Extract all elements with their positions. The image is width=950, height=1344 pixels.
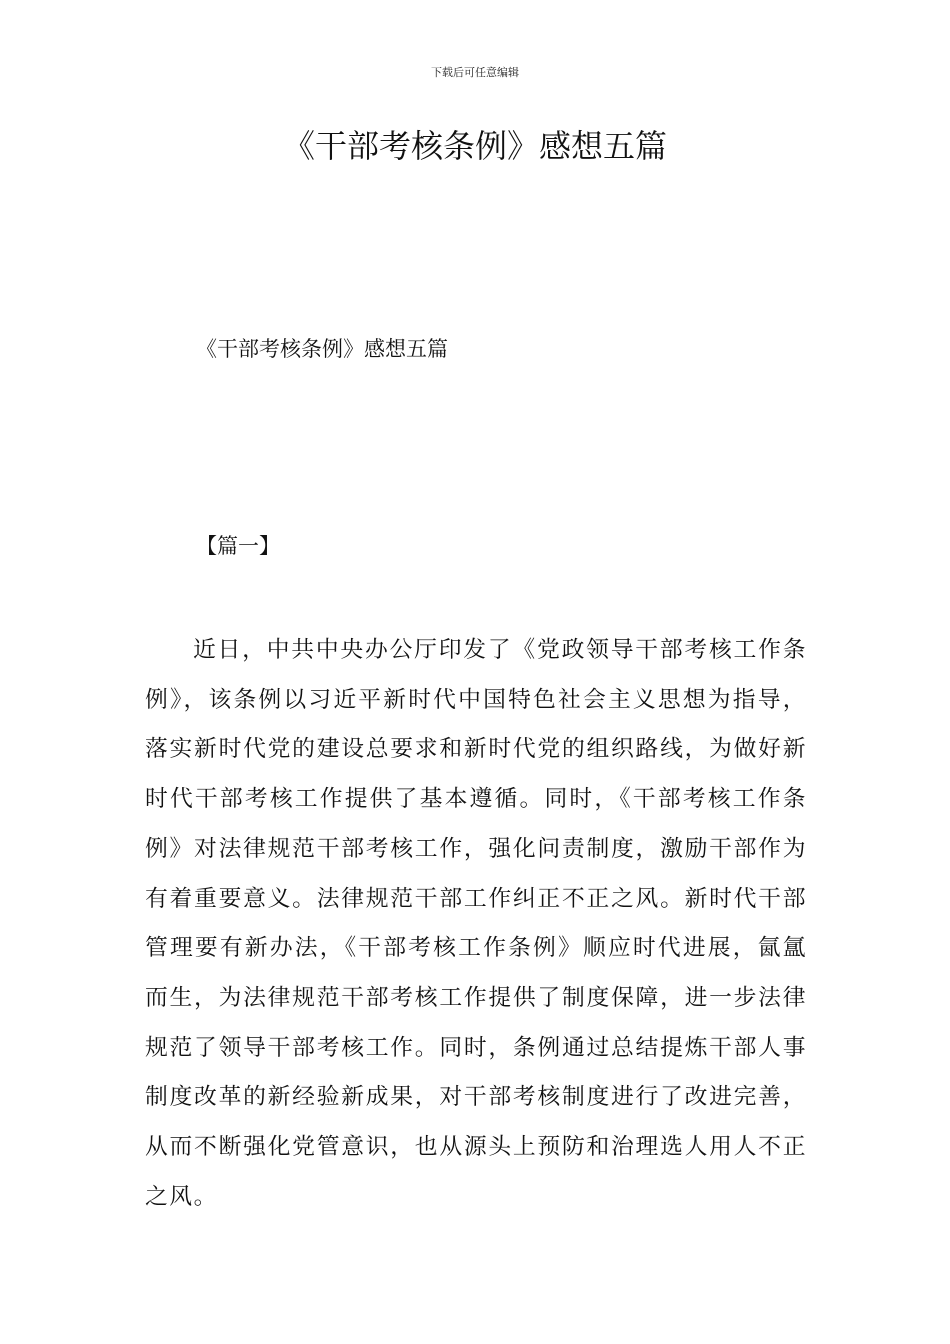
document-subtitle: 《干部考核条例》感想五篇 [196,337,448,361]
section-label: 【篇一】 [196,534,280,558]
header-note: 下载后可任意编辑 [431,66,519,79]
document-title: 《干部考核条例》感想五篇 [282,127,667,165]
body-paragraph: 近日，中共中央办公厅印发了《党政领导干部考核工作条例》，该条例以习近平新时代中国特色社会主义思想为指导，落实新时代党的建设总要求和新时代党的组织路线，为做好新时代干部考核工作提供了基本遵循。同时，《干部考核工作条例》对法律规范干部考核工作，强化问责制度，激励干部作为有着重要意义。法律规范干部工作纠正不正之风。新时代干部管理要有新办法，《干部考核工作条例》顺应时代进展，氤氲而生，为法律规范干部考核工作提供了制度保障，进一步法律规范了领导干部考核工作。同时，条例通过总结提炼干部人事制度改革的新经验新成果，对干部考核制度进行了改进完善，从而不断强化党管意识，也从源头上预防和治理选人用人不正之风。 [145,637,807,1210]
